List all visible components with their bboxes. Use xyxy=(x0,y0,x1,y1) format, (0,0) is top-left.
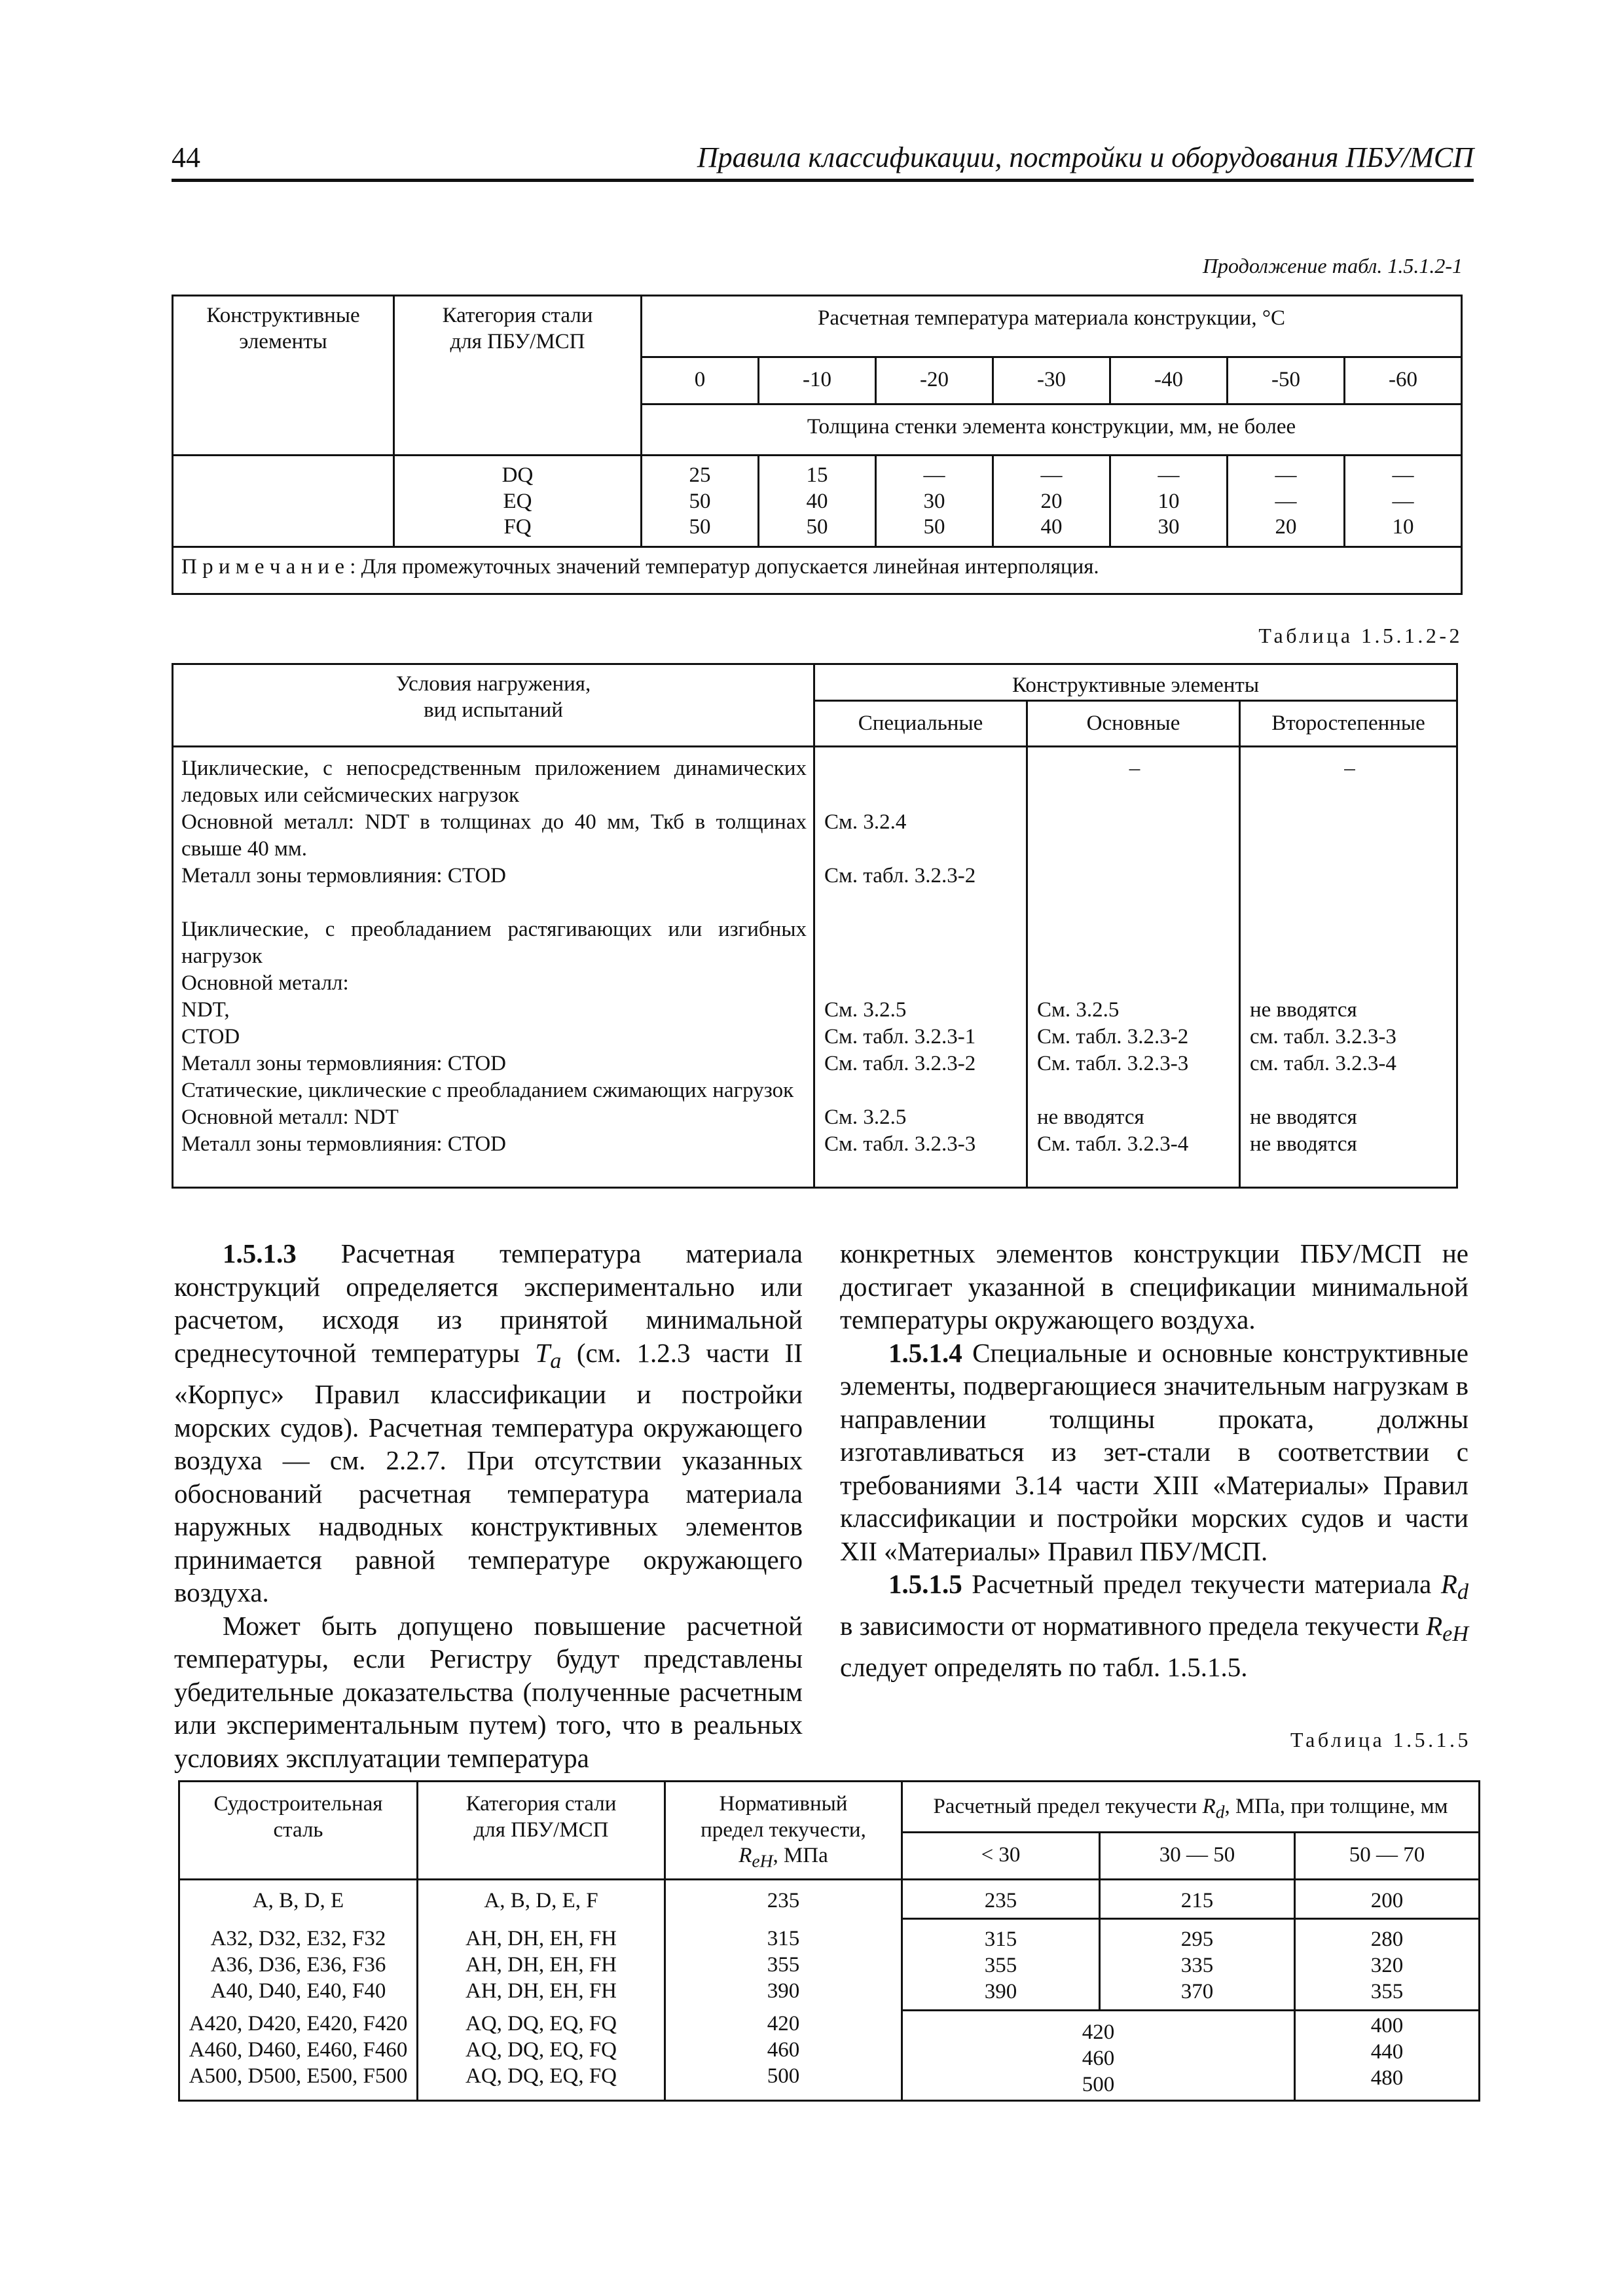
t3-g2-reh: 315 355 390 xyxy=(665,1919,902,2011)
t1-body-elements xyxy=(173,456,394,547)
t1-body-category: DQ EQ FQ xyxy=(394,456,642,547)
t1-thickness-header: Толщина стенки элемента конструкции, мм, не более xyxy=(642,404,1462,456)
t2-secondary-cell: – не вводятся см. табл. 3.2.3-3 см. табл. 3.2.3-4 не вводятся не вводятся xyxy=(1240,747,1457,1188)
t2-header-loading: Условия нагружения, вид испытаний xyxy=(173,664,814,747)
t2-header-elements: Конструктивные элементы xyxy=(814,664,1457,701)
header-rule xyxy=(172,179,1474,182)
t2-header-special: Специальные xyxy=(814,701,1027,747)
t3-g1-lt30: 235 xyxy=(902,1880,1100,1919)
t1-col-30: — 20 40 xyxy=(993,456,1110,547)
t1-temp-40: -40 xyxy=(1110,357,1228,404)
paragraph-1-5-1-4: 1.5.1.4 Специальные и основные конструктивные элементы, подвергающиеся значительным нагрузкам в направлении толщины проката, должны изготавливаться из зет-стали в соответствии с требованиями 3.14 части XIII «Материалы» Правил классификации и постройки морских судов и части XII «Материалы» Правил ПБУ/МСП. xyxy=(840,1337,1468,1566)
t1-note-label: П р и м е ч а н и е : xyxy=(181,555,356,579)
t3-header-30-50: 30 — 50 xyxy=(1100,1833,1295,1880)
t1-col-50: — — 20 xyxy=(1228,456,1345,547)
t3-g1-50-70: 200 xyxy=(1295,1880,1480,1919)
t3-header-lt30: < 30 xyxy=(902,1833,1100,1880)
t1-temp-10: -10 xyxy=(759,357,876,404)
t3-g3-50-70: 400 440 480 xyxy=(1295,2011,1480,2101)
t1-note xyxy=(173,547,1462,594)
t2-special-cell: См. 3.2.4 См. табл. 3.2.3-2 См. 3.2.5 См. табл. 3.2.3-1 См. табл. 3.2.3-2 См. 3.2.5 См. табл. 3.2.3-3 xyxy=(814,747,1027,1188)
t3-g2-50-70: 280 320 355 xyxy=(1295,1919,1480,2011)
t1-col-20: — 30 50 xyxy=(876,456,993,547)
t3-g2-category: AH, DH, EH, FH AH, DH, EH, FH AH, DH, EH, FH xyxy=(418,1919,665,2011)
t1-col-10: 15 40 50 xyxy=(759,456,876,547)
t3-header-steel: Судостроительная сталь xyxy=(179,1782,418,1880)
t3-header-reh: Нормативный предел текучести, $R_{eH}$, МПа xyxy=(665,1782,902,1880)
t1-temp-50: -50 xyxy=(1228,357,1345,404)
t1-col-0: 25 50 50 xyxy=(642,456,759,547)
t1-temp-60: -60 xyxy=(1345,357,1462,404)
t1-header-temperature: Расчетная температура материала конструкции, °С xyxy=(642,296,1462,357)
t2-main-dash: – xyxy=(1129,757,1140,780)
t3-g2-lt30: 315 355 390 xyxy=(902,1919,1100,2011)
body-column-left xyxy=(174,1237,803,1774)
t2-header-secondary: Второстепенные xyxy=(1240,701,1457,747)
t3-header-rd: Расчетный предел текучести $R_d$, МПа, при толщине, мм xyxy=(902,1782,1480,1833)
t3-g3-merged: 420 460 500 xyxy=(902,2011,1295,2101)
t3-g2-30-50: 295 335 370 xyxy=(1100,1919,1295,2011)
t1-temp-30: -30 xyxy=(993,357,1110,404)
table3-caption: Таблица 1.5.1.5 xyxy=(1290,1728,1471,1751)
table2-caption: Таблица 1.5.1.2-2 xyxy=(1258,624,1463,647)
t3-header-category: Категория стали для ПБУ/МСП xyxy=(418,1782,665,1880)
running-title: Правила классификации, постройки и оборудования ПБУ/МСП xyxy=(697,141,1474,173)
table-1-5-1-2-1-continued xyxy=(172,295,1463,595)
t2-main-cell: – См. 3.2.5 См. табл. 3.2.3-2 См. табл. 3.2.3-3 не вводятся См. табл. 3.2.3-4 xyxy=(1027,747,1240,1188)
table-1-5-1-2-2 xyxy=(172,663,1458,1189)
t2-conditions-cell: Циклические, с непосредственным приложением динамических ледовых или сейсмических нагрузок Основной металл: NDT в толщинах до 40 мм, Ткб в толщинах свыше 40 мм. Металл зоны термовлияния: CTOD Циклические, с преобладанием растягивающих или изгибных нагрузок Основной металл: NDT, CTOD Металл зоны термовлияния: CTOD Статические, циклические с преобладанием сжимающих нагрузок Основной металл: NDT Металл зоны термовлияния: CTOD xyxy=(173,747,814,1188)
paragraph-1-5-1-3: 1.5.1.3 Расчетная температура материала конструкций определяется экспериментально или расчетом, исходя из принятой минимальной среднесуточной температуры $T_a$ (см. 1.2.3 части II «Корпус» Правил классификации и постройки морских судов). Расчетная температура окружающего воздуха — см. 2.2.7. При отсутствии указанных обоснований расчетная температура материала наружных надводных конструктивных элементов принимается равной температуре окружающего воздуха. xyxy=(174,1238,803,1608)
body-column-right xyxy=(840,1237,1468,1684)
t3-g1-reh: 235 xyxy=(665,1880,902,1919)
table-1-5-1-5 xyxy=(178,1780,1480,2102)
table1-caption: Продолжение табл. 1.5.1.2-1 xyxy=(1202,254,1463,278)
t3-g1-30-50: 215 xyxy=(1100,1880,1295,1919)
t2-secondary-dash: – xyxy=(1344,757,1355,780)
t3-g1-steel: A, B, D, E xyxy=(179,1880,418,1919)
t3-g2-steel: A32, D32, E32, F32 A36, D36, E36, F36 A40, D40, E40, F40 xyxy=(179,1919,418,2011)
t3-header-50-70: 50 — 70 xyxy=(1295,1833,1480,1880)
t1-temp-20: -20 xyxy=(876,357,993,404)
t1-note-text: Для промежуточных значений температур допускается линейная интерполяция. xyxy=(361,555,1099,579)
t1-header-category: Категория стали для ПБУ/МСП xyxy=(394,296,642,456)
paragraph-continuation: конкретных элементов конструкции ПБУ/МСП не достигает указанной в спецификации минимальной температуры окружающего воздуха. xyxy=(840,1238,1468,1335)
t1-col-40: — 10 30 xyxy=(1110,456,1228,547)
t1-temp-0: 0 xyxy=(642,357,759,404)
t1-header-elements: Конструктивные элементы xyxy=(173,296,394,456)
t3-g3-steel: A420, D420, E420, F420 A460, D460, E460, F460 A500, D500, E500, F500 xyxy=(179,2011,418,2101)
paragraph-temperature-increase: Может быть допущено повышение расчетной температуры, если Регистру будут представлены убедительные доказательства (полученные расчетным или экспериментальным путем) того, что в реальных условиях эксплуатации температура xyxy=(174,1610,803,1773)
page-number: 44 xyxy=(172,141,200,173)
t3-g3-reh: 420 460 500 xyxy=(665,2011,902,2101)
t3-g3-category: AQ, DQ, EQ, FQ AQ, DQ, EQ, FQ AQ, DQ, EQ, FQ xyxy=(418,2011,665,2101)
t1-col-60: — — 10 xyxy=(1345,456,1462,547)
t3-g1-category: A, B, D, E, F xyxy=(418,1880,665,1919)
paragraph-1-5-1-5: 1.5.1.5 Расчетный предел текучести материала $R_d$ в зависимости от нормативного предела текучести $R_{eH}$ следует определять по табл. 1.5.1.5. xyxy=(840,1569,1468,1683)
t2-header-main: Основные xyxy=(1027,701,1240,747)
